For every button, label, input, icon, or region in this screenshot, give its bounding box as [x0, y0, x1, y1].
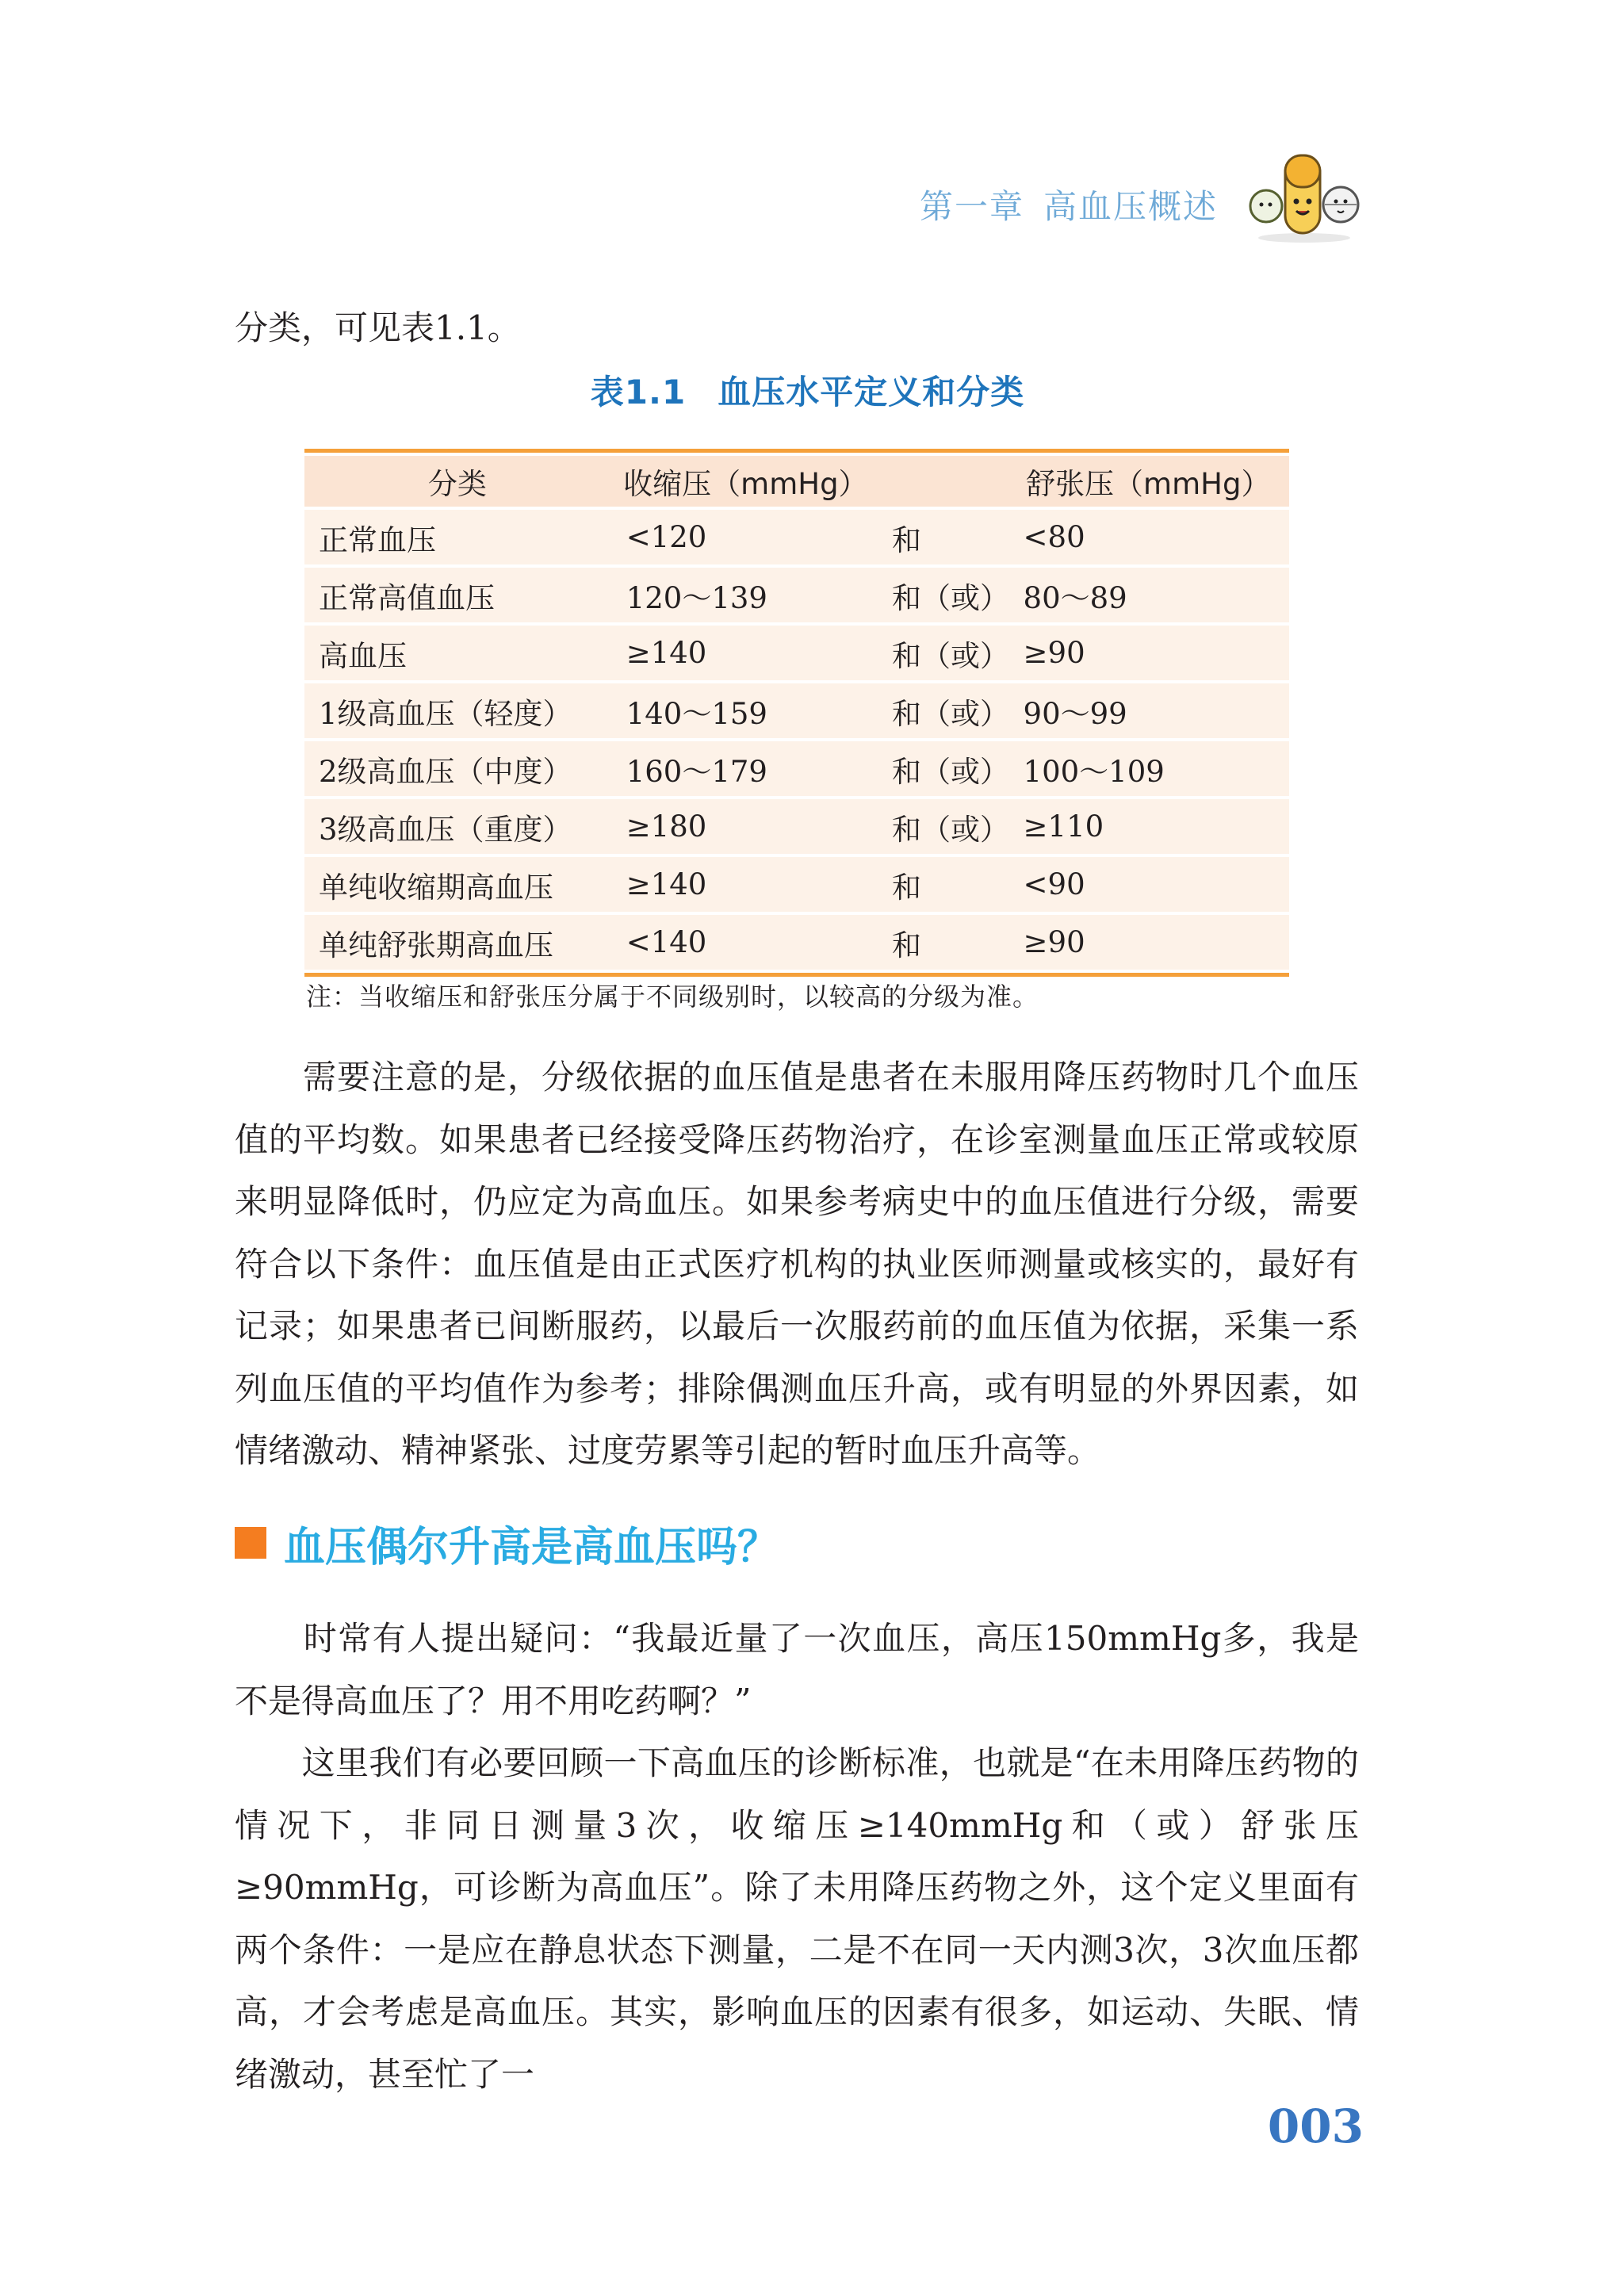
cell-systolic: 160～179: [610, 741, 881, 796]
cell-connector: 和（或）: [881, 741, 1008, 796]
cell-connector: 和（或）: [881, 683, 1008, 738]
cell-connector: 和: [881, 857, 1008, 912]
cell-diastolic: ≥90: [1008, 626, 1289, 680]
section-title: 血压偶尔升高是高血压吗？: [284, 1523, 779, 1571]
cell-connector: 和（或）: [881, 626, 1008, 680]
cell-diastolic: 100～109: [1008, 741, 1289, 796]
cell-systolic: ≥140: [610, 857, 881, 912]
cell-diastolic: <80: [1008, 510, 1289, 564]
table-caption: [0, 366, 1615, 414]
table-row: [304, 510, 1289, 564]
table-header-row: [304, 456, 1289, 507]
cell-systolic: 140～159: [610, 683, 881, 738]
table-caption-title: 血压水平定义和分类: [718, 373, 1025, 411]
cell-diastolic: 90～99: [1008, 683, 1289, 738]
body-paragraph: 时常有人提出疑问：“我最近量了一次血压，高压150mmHg多，我是不是得高血压了？用不用吃药啊？”: [235, 1619, 1359, 1720]
cell-systolic: ≥140: [610, 626, 881, 680]
body-paragraph: 这里我们有必要回顾一下高血压的诊断标准，也就是“在未用降压药物的情况下，非同日测量3次，收缩压≥140mmHg和（或）舒张压≥90mmHg，可诊断为高血压”。除了未用降压药物之外，这个定义里面有两个条件：一是应在静息状态下测量，二是不在同一天内测3次，3次血压都高，才会考虑是高血压。其实，影响血压的因素有很多，如运动、失眠、情绪激动，甚至忙了一: [235, 1743, 1359, 2094]
running-header: [920, 181, 1253, 228]
table-row: [304, 626, 1289, 680]
cell-systolic: <120: [610, 510, 881, 564]
cell-diastolic: <90: [1008, 857, 1289, 912]
cell-diastolic: ≥110: [1008, 799, 1289, 854]
cell-systolic: ≥180: [610, 799, 881, 854]
cell-category: 正常血压: [304, 510, 610, 564]
col-header-category: 分类: [304, 456, 610, 507]
table-row: [304, 683, 1289, 738]
cell-connector: 和: [881, 915, 1008, 970]
col-header-diastolic: 舒张压（mmHg）: [1008, 456, 1289, 507]
cell-category: 3级高血压（重度）: [304, 799, 610, 854]
cell-category: 单纯收缩期高血压: [304, 857, 610, 912]
section-square-icon: [235, 1527, 266, 1559]
chapter-label: 第一章: [920, 187, 1025, 226]
cell-connector: 和（或）: [881, 799, 1008, 854]
cell-diastolic: 80～89: [1008, 568, 1289, 622]
section-heading: [235, 1511, 779, 1575]
table-row: [304, 799, 1289, 854]
table-row: [304, 857, 1289, 912]
cell-systolic: 120～139: [610, 568, 881, 622]
chapter-title: 高血压概述: [1043, 187, 1219, 226]
col-header-systolic: 收缩压（mmHg）: [610, 456, 881, 507]
cell-connector: 和（或）: [881, 568, 1008, 622]
cell-diastolic: ≥90: [1008, 915, 1289, 970]
col-header-connector: [881, 456, 1008, 507]
page-number: 003: [1267, 2099, 1364, 2153]
cell-connector: 和: [881, 510, 1008, 564]
cell-category: 正常高值血压: [304, 568, 610, 622]
cell-category: 2级高血压（中度）: [304, 741, 610, 796]
intro-text: 分类，可见表1.1。: [235, 308, 521, 347]
pill-mascot-icon: [1249, 149, 1360, 244]
table-caption-number: 表1.1: [590, 373, 687, 411]
table-note: 注：当收缩压和舒张压分属于不同级别时，以较高的分级为准。: [306, 982, 1039, 1012]
cell-category: 1级高血压（轻度）: [304, 683, 610, 738]
table-row: [304, 568, 1289, 622]
blood-pressure-table: [304, 449, 1289, 977]
table-row: [304, 741, 1289, 796]
cell-category: 高血压: [304, 626, 610, 680]
body-paragraph: 需要注意的是，分级依据的血压值是患者在未服用降压药物时几个血压值的平均数。如果患者已经接受降压药物治疗，在诊室测量血压正常或较原来明显降低时，仍应定为高血压。如果参考病史中的血压值进行分级，需要符合以下条件：血压值是由正式医疗机构的执业医师测量或核实的，最好有记录；如果患者已间断服药，以最后一次服药前的血压值为依据，采集一系列血压值的平均值作为参考；排除偶测血压升高，或有明显的外界因素，如情绪激动、精神紧张、过度劳累等引起的暂时血压升高等。: [235, 1058, 1359, 1470]
cell-category: 单纯舒张期高血压: [304, 915, 610, 970]
cell-systolic: <140: [610, 915, 881, 970]
table-row: [304, 915, 1289, 970]
